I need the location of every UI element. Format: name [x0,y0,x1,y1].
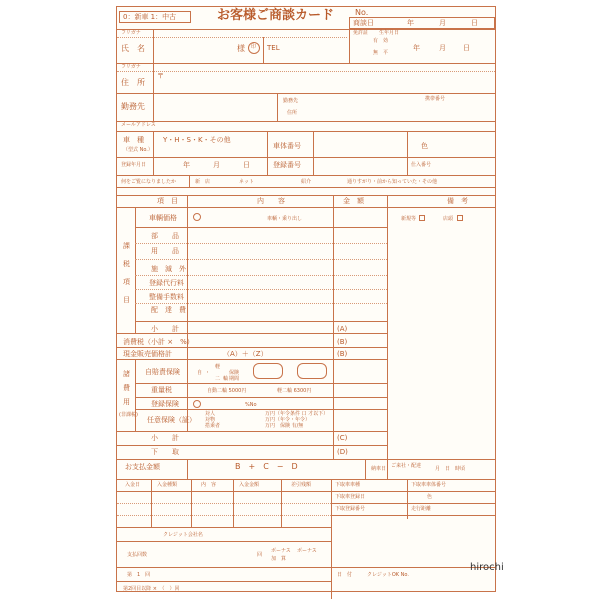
license-no: 無 [373,50,379,56]
license-yes: 有 [373,38,379,44]
delivery-label: 納車日 [371,466,387,472]
item-parts: 部 品 [151,232,179,240]
furigana-address-label: フリガナ [121,64,141,70]
new-flag: 新規等 [401,216,417,222]
rule [407,131,408,175]
second-payment: 第2回目以降 × （ ）回 [123,586,180,592]
reg-number-label: 登録番号 [273,161,301,169]
ins-row-1: 対人 [205,411,216,417]
trade-in-chassis: 下取車車体番号 [411,482,447,488]
reg-day: 日 [243,161,250,169]
cali-opt-7: 期間 [229,376,240,382]
birthdate-label: 生年月日 [379,30,400,36]
furigana-label: フリガナ [121,30,141,36]
rule [313,131,314,175]
credit-company: クレジット会社名 [163,532,203,538]
bonus-label: ボーナス [271,548,291,554]
rule [135,259,387,260]
rule [117,71,495,72]
category-other-3: 用 [123,398,130,406]
survey-question: 何をご覧になりましたか [121,179,177,185]
rule [333,195,334,459]
rule [135,383,387,384]
cali-opt-1: 軽 [215,364,221,370]
color-label: 色 [421,142,428,150]
rule [117,359,387,360]
cali-opt-4: 二 [215,376,221,382]
work-address-label-2: 住所 [287,110,298,116]
cali-opt-3: ・ [205,370,211,376]
delivery-type: ご来社・配達 [391,463,422,469]
rule [117,445,387,446]
cali-opt-2: 自 [197,370,203,376]
license-class: 平 [383,50,389,56]
rule [117,187,495,188]
reg-tax-note: %No [245,402,257,408]
item-cali: 自賠責保険 [145,368,180,376]
a-plus-b: （A）＋（Z） [223,350,268,358]
rule [117,479,495,480]
item-voluntary-insurance: 任意保険（証） [147,416,196,424]
rule [135,359,136,431]
rule [135,321,387,322]
rule [349,29,350,63]
col-header-remarks: 備 考 [447,197,468,205]
rule [331,515,495,516]
birth-month: 月 [439,44,446,52]
reg-month: 月 [213,161,220,169]
email-label: メールアドレス [121,122,156,128]
trade-in-reg-no: 下取登録番号 [335,506,366,512]
rule [187,459,188,479]
date-label: 商談日 [353,19,374,27]
rule [387,195,388,459]
mark-b-tax: (B) [337,338,348,346]
date-day: 日 [471,19,478,27]
license-type: 効 [383,38,389,44]
trade-in-color: 色 [427,494,433,500]
rule [153,63,154,93]
ledger-col-date: 入金日 [125,482,141,488]
cali-opt-6: 輪 [223,376,229,382]
item-reg-insurance: 登録保険 [151,400,179,408]
new-flag-box [419,215,425,221]
work-label: 勤務先 [121,102,145,111]
store-flag: 店頭 [443,216,454,222]
birth-year: 年 [413,44,420,52]
weight-opt-2: 軽二輪 6300円 [277,388,312,394]
rule [135,227,387,228]
rule [277,93,278,121]
survey-option-3: 紹介 [301,179,312,185]
trade-in-reg-date: 下取車登録日 [335,494,366,500]
addition-label: 加 算 [271,556,287,562]
rule [387,459,388,479]
license-label: 免許証 [353,30,369,36]
first-reg-label: 登録年月日 [121,162,147,168]
model-number-label: （型式 No.） [123,147,153,153]
page-title: お客様ご商談カード [217,8,335,23]
rule [263,37,264,63]
rule [135,303,387,304]
pay-count-times: 回 [257,552,263,558]
category-taxed-2: 税 [123,260,130,268]
item-delivery-fee: 配 達 費 [151,306,186,314]
rule [407,479,408,519]
item-misc: 施 減 外 [151,265,186,273]
rule [117,93,495,94]
col-header-amount: 金 額 [343,197,364,205]
category-other-2: 費 [123,384,130,392]
rule [117,515,331,516]
credit-ok: クレジットOK No. [367,572,409,578]
col-header-item: 項 目 [157,197,178,205]
rule [117,121,495,122]
trade-in-model: 下取車車種 [335,482,361,488]
item-vehicle-price: 車輌価格 [149,214,177,222]
item-weight-tax: 重量税 [151,386,172,394]
rule [117,503,331,504]
mark-c: (C) [337,434,348,442]
name-label: 氏 名 [121,44,145,53]
rule [135,275,387,276]
rule [117,207,495,208]
rule [331,479,332,599]
reg-year: 年 [183,161,190,169]
mark-b: (B) [337,350,348,358]
vehicle-note: 車輌・乗り出し [267,216,303,222]
survey-option-4: 通りすがり・前から知っていた・その他 [347,179,438,185]
rule [117,431,387,432]
store-flag-box [457,215,463,221]
category-other-4: (非課税) [119,412,138,418]
pay-formula: B + C − D [235,462,298,471]
pay-count-label: 支払回数 [127,552,148,558]
category-taxed-3: 項 [123,278,130,286]
rule [135,289,387,290]
model-grades: Y・H・S・K・その他 [163,136,231,144]
ledger-col-balance: 差引残額 [291,482,312,488]
rule [117,347,387,348]
seal-label: 印 [251,44,257,50]
circle-mark [193,213,201,221]
survey-option-1: 新 店 [195,179,211,185]
circle-mark [193,400,201,408]
item-maintenance-fee: 整備手数料 [149,293,184,301]
item-trade-in: 下 取 [151,448,179,456]
rule [267,131,268,175]
rule [117,567,331,568]
rule [117,131,495,132]
cali-opt-5: 保険 [229,370,240,376]
bonus-label-2: ボーナス [297,548,317,554]
consultation-card [116,6,496,592]
ins-val-1: 万円（年令条件 口 才以下） [265,411,329,417]
trade-in-mileage: 走行距離 [411,506,432,512]
rule [117,195,495,196]
mark-d: (D) [337,448,348,456]
rule [117,527,331,528]
rule [135,243,387,244]
model-label: 車 種 [123,136,144,144]
rule [365,459,366,479]
rule [189,175,190,187]
col-header-content: 内 容 [257,197,285,205]
ins-row-3: 搭乗者 [205,423,221,429]
ledger-col-type: 入金種類 [157,482,178,488]
ledger-col-content: 内 容 [201,482,217,488]
rule [117,37,347,38]
rule [117,157,495,158]
first-payment: 第 1 回 [127,572,151,578]
item-consumption-tax: 消費税（小計 × %） [123,338,194,346]
rule [117,459,495,460]
postal-mark: 〒 [157,72,164,80]
pay-amount-label: お支払金額 [125,463,160,471]
item-cash-price: 現金販売価格計 [123,350,172,358]
address-label: 住 所 [121,78,145,87]
work-address-label: 勤務先 [283,98,299,104]
ins-val-3: 万円 保険 有/無 [265,423,304,429]
rule [153,131,154,175]
ins-val-2: 万円（年令・年令） [265,417,311,423]
category-taxed-1: 課 [123,242,130,250]
tel-label: TEL [267,44,280,52]
rule [117,175,495,176]
rule [331,491,495,492]
rule [117,491,331,492]
item-subtotal: 小 計 [151,325,179,333]
weight-opt-1: 自動二輪 5000円 [207,388,247,394]
rule [117,541,331,542]
ledger-col-amount: 入金金額 [239,482,260,488]
ins-row-2: 対物 [205,417,216,423]
chassis-label: 車体番号 [273,142,301,150]
rule [117,581,331,582]
date-field: 日 付 [337,572,353,578]
cali-bracket-2 [297,363,327,379]
mobile-label: 携帯番号 [425,96,446,102]
item-subtotal-2: 小 計 [151,434,179,442]
delivery-date: 月 日 時頃 [435,466,466,472]
item-accessories: 用 品 [151,247,179,255]
number-label: No. [355,8,369,17]
item-registration-fee: 登録代行料 [149,279,184,287]
rule [153,93,154,121]
birth-day: 日 [463,44,470,52]
survey-option-2: ネット [239,179,255,185]
category-other-1: 諸 [123,370,130,378]
purchase-number-label: 仕入番号 [411,162,432,168]
rule [135,409,387,410]
rule [135,207,136,333]
sama-label: 様 [237,44,245,53]
date-month: 月 [439,19,446,27]
date-year: 年 [407,19,414,27]
rule [135,397,387,398]
sale-type-label: 0：新車 1：中古 [123,13,177,21]
rule [117,29,495,30]
rule [331,503,495,504]
rule [187,195,188,431]
rule [117,333,387,334]
cali-bracket-1 [253,363,283,379]
mark-a: (A) [337,325,348,333]
watermark: hirochi [470,562,504,573]
rule [117,63,495,64]
category-taxed-4: 目 [123,296,130,304]
